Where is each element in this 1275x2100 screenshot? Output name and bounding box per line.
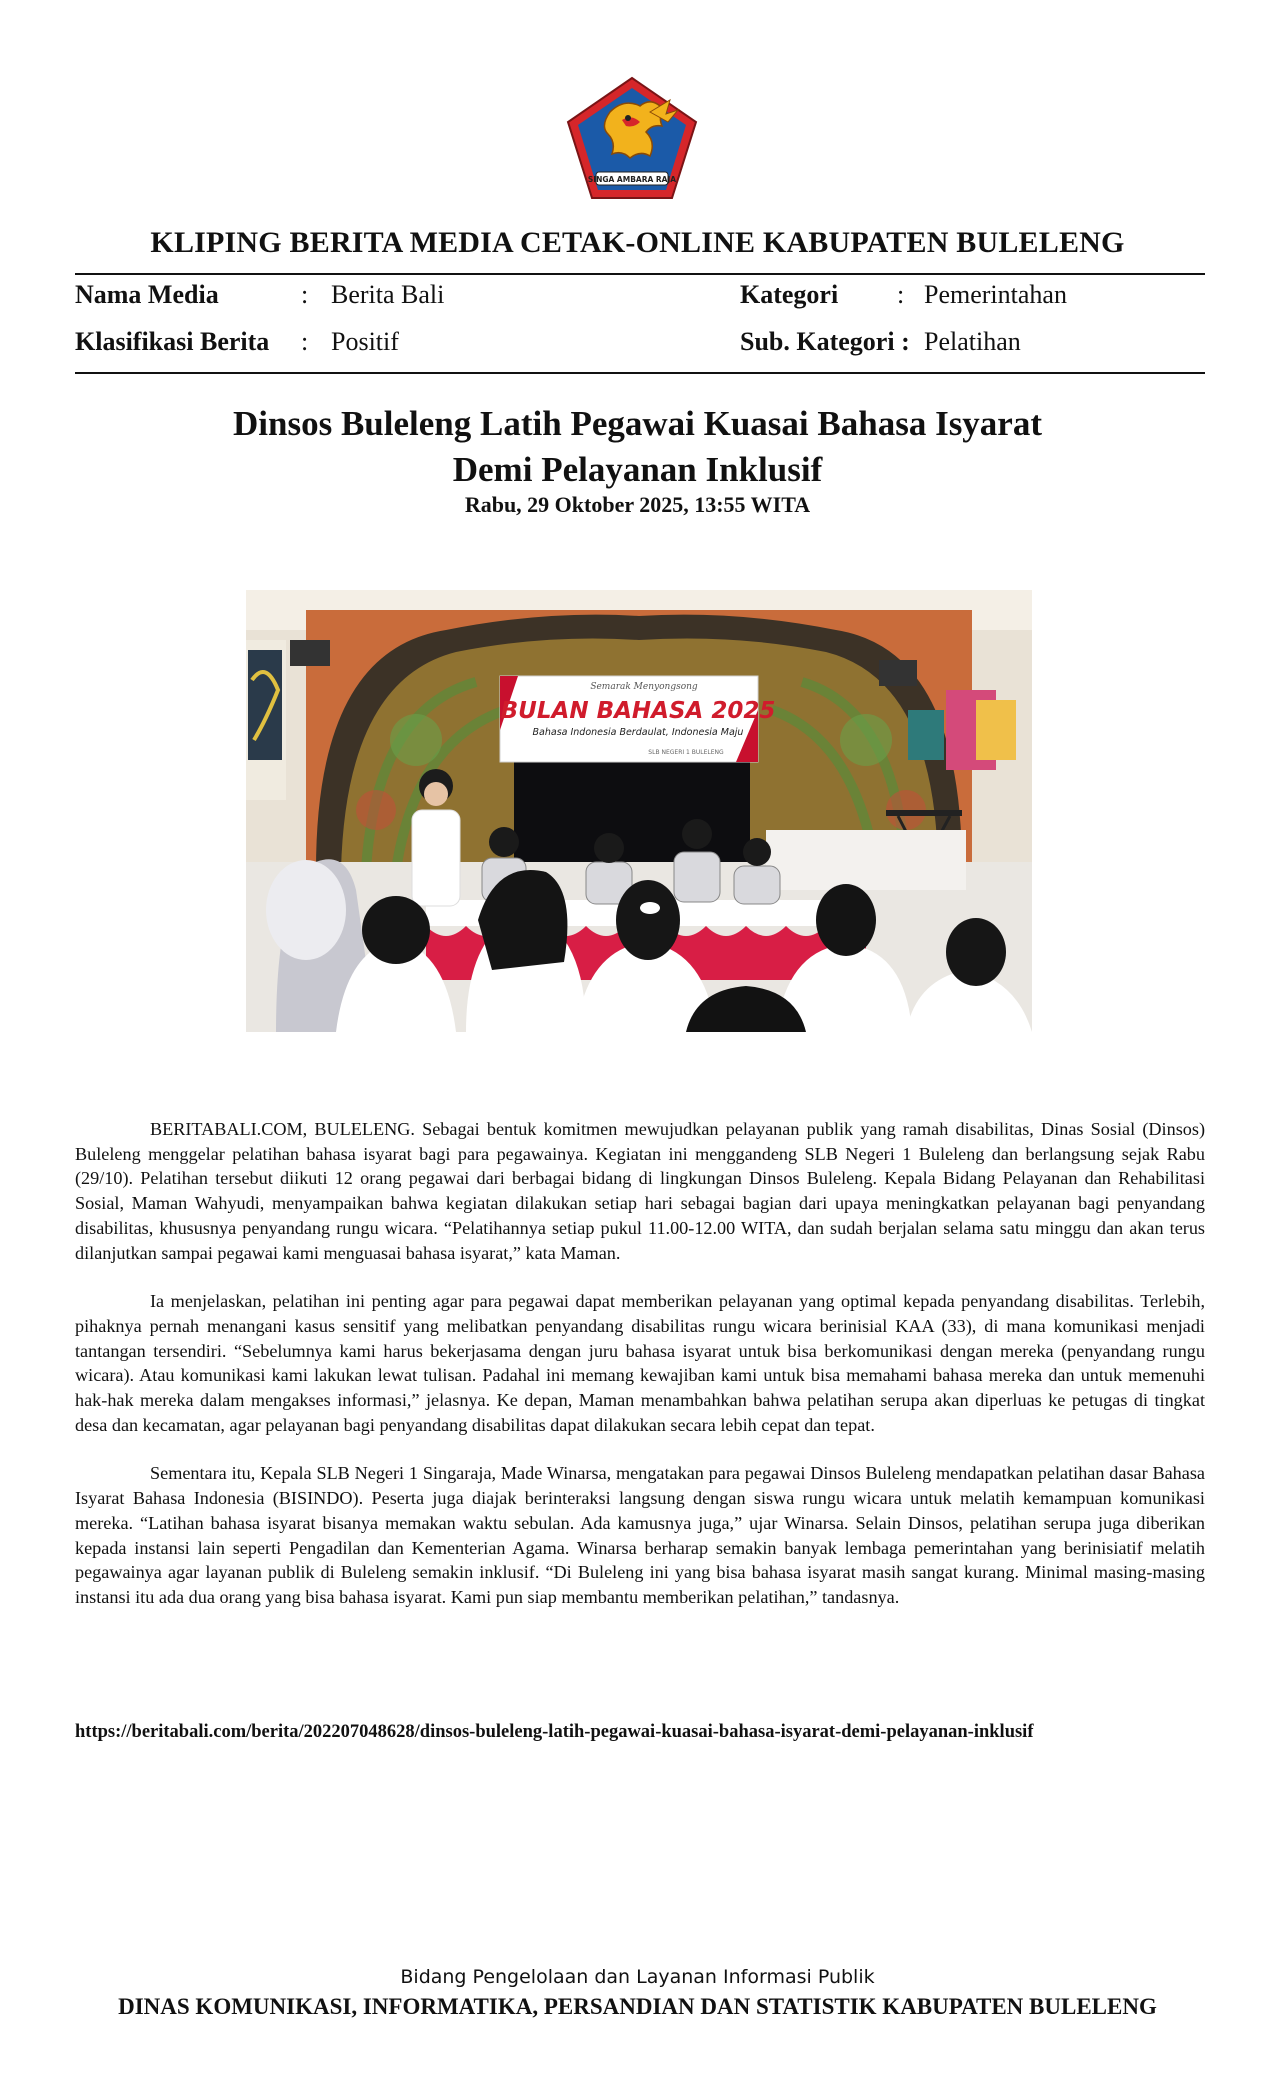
banner-script: Semarak Menyongsong — [590, 682, 698, 692]
article-title-line-2: Demi Pelayanan Inklusif — [452, 450, 823, 489]
kategori-label: Kategori — [740, 280, 839, 309]
sub-kategori-label: Sub. Kategori : — [740, 327, 910, 356]
kategori-value: Pemerintahan — [924, 280, 1067, 309]
meta-row-klasifikasi — [75, 327, 1205, 365]
article-photo — [246, 590, 1032, 1032]
article-date: Rabu, 29 Oktober 2025, 13:55 WITA — [464, 492, 811, 517]
article-source-link[interactable]: https://beritabali.com/berita/202207048628/dinsos-buleleng-latih-pegawai-kuasai-bahasa-isyarat-demi-pelayanan-inklusif — [75, 1722, 1034, 1742]
header-top-rule — [75, 273, 1205, 275]
klasifikasi-label: Klasifikasi Berita — [75, 327, 270, 356]
article-title-line-1: Dinsos Buleleng Latih Pegawai Kuasai Bahasa Isyarat — [233, 404, 1042, 443]
article-paragraph-2: Ia menjelaskan, pelatihan ini penting agar para pegawai dapat memberikan pelayanan yang optimal kepada penyandang disabilitas. Terlebih, pihaknya pernah menangani kasus sensitif yang melibatkan penyandang disabilitas rungu wicara berinisial KAA (33), di mana komunikasi menjadi tantangan tersendiri. “Sebelumnya kami harus bekerjasama dengan juru bahasa isyarat untuk bisa berkomunikasi dengan mereka (penyandang rungu wicara). Atau komunikasi kami lakukan lewat tulisan. Padahal ini memang kewajiban kami untuk bisa memahami bahasa mereka dan untuk memenuhi hak-hak mereka dalam mengakses informasi,” jelasnya. Ke depan, Maman menambahkan bahwa pelatihan serupa akan diperluas ke petugas di tingkat desa dan kecamatan, agar pelayanan bagi penyandang disabilitas dapat dilakukan secara lebih cepat dan tepat. — [75, 1291, 1205, 1435]
article-body — [75, 1117, 1205, 1634]
klasifikasi-separator: : — [301, 327, 309, 356]
banner-foot: SLB NEGERI 1 BULELENG — [648, 749, 724, 756]
banner-title: BULAN BAHASA 2025 — [500, 698, 776, 724]
sub-kategori-value: Pelatihan — [924, 327, 1021, 356]
article-title — [0, 401, 1275, 493]
klasifikasi-value: Positif — [331, 327, 399, 356]
clipping-header-title: KLIPING BERITA MEDIA CETAK-ONLINE KABUPATEN BULELENG — [150, 226, 1125, 259]
header-bottom-rule — [75, 372, 1205, 374]
article-paragraph-1: BERITABALI.COM, BULELENG. Sebagai bentuk komitmen mewujudkan pelayanan publik yang ramah disabilitas, Dinas Sosial (Dinsos) Buleleng menggelar pelatihan bahasa isyarat bagi para pegawainya. Kegiatan ini menggandeng SLB Negeri 1 Buleleng dan berlangsung sejak Rabu (29/10). Pelatihan tersebut diikuti 12 orang pegawai dari berbagai bidang di lingkungan Dinsos Buleleng. Kepala Bidang Pelayanan dan Rehabilitasi Sosial, Maman Wahyudi, menyampaikan bahwa kegiatan dilakukan setiap hari sebagai bagian dari upaya meningkatkan pelayanan bagi penyandang disabilitas, khususnya penyandang rungu wicara. “Pelatihannya setiap pukul 11.00-12.00 WITA, dan sudah berjalan selama satu minggu dan akan terus dilanjutkan sampai pegawai kami menguasai bahasa isyarat,” kata Maman. — [75, 1119, 1205, 1263]
kategori-separator: : — [897, 280, 905, 309]
banner-subtitle: Bahasa Indonesia Berdaulat, Indonesia Maju — [532, 727, 744, 738]
article-paragraph-3: Sementara itu, Kepala SLB Negeri 1 Singaraja, Made Winarsa, mengatakan para pegawai Dinsos Buleleng mendapatkan pelatihan dasar Bahasa Isyarat Bahasa Indonesia (BISINDO). Peserta juga diajak berinteraksi langsung dengan siswa rungu wicara untuk melatih kemampuan komunikasi mereka. “Latihan bahasa isyarat bisanya memakan waktu sebulan. Ada kamusnya juga,” ujar Winarsa. Selain Dinsos, pelatihan serupa juga diberikan kepada instansi lain seperti Pengadilan dan Kementerian Agama. Winarsa berharap semakin banyak lembaga pemerintahan yang berinisiatif melatih pegawainya agar layanan publik di Buleleng semakin inklusif. “Di Buleleng ini yang bisa bahasa isyarat masih sangat kurang. Minimal masing-masing instansi itu ada dua orang yang bisa bahasa isyarat. Kami pun siap membantu memberikan pelatihan,” tandasnya. — [75, 1463, 1205, 1607]
media-separator: : — [301, 280, 309, 309]
emblem-caption: SINGA AMBARA RAJA — [587, 175, 677, 184]
media-label: Nama Media — [75, 280, 219, 309]
meta-row-media — [75, 280, 1205, 318]
regency-emblem-logo — [566, 76, 698, 200]
footer-division: Bidang Pengelolaan dan Layanan Informasi Publik — [400, 1966, 875, 1988]
footer-agency: DINAS KOMUNIKASI, INFORMATIKA, PERSANDIAN DAN STATISTIK KABUPATEN BULELENG — [118, 1994, 1157, 2019]
media-value: Berita Bali — [331, 280, 445, 309]
